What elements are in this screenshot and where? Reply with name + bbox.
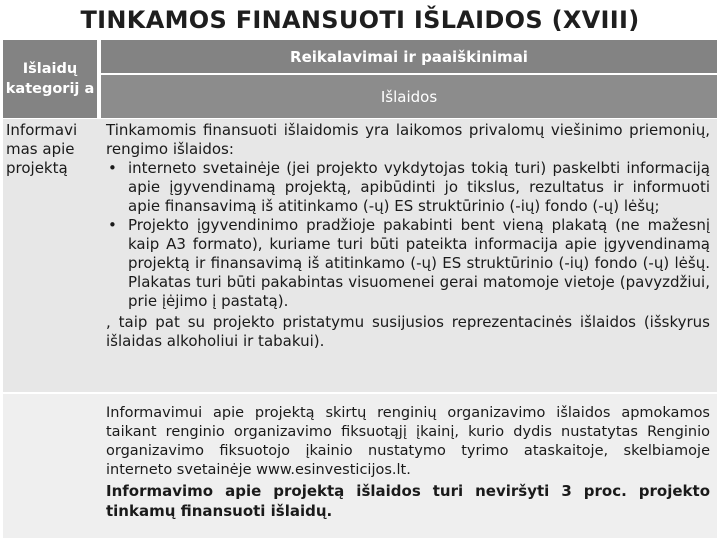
requirements-list [106, 159, 710, 311]
row-category: Informavi mas apie projektą [6, 121, 78, 177]
header-expenses [101, 75, 717, 118]
header-category-label: Išlaidų kategorij a [5, 61, 95, 97]
header-expenses-label: Išlaidos [380, 87, 438, 106]
requirements-intro: Tinkamomis finansuoti išlaidomis yra laikomos privalomų viešinimo priemonių, rengimo išlaidos: [106, 121, 710, 158]
limit-note: Informavimo apie projektą išlaidos turi neviršyti 3 proc. projekto tinkamų finansuoti išlaidų. [106, 482, 710, 520]
row-notes [106, 404, 710, 521]
header-requirements-label: Reikalavimai ir paaiškinimai [290, 47, 528, 66]
header-category [3, 40, 97, 118]
header-requirements [101, 40, 717, 73]
row-requirements [106, 121, 710, 351]
page-title: TINKAMOS FINANSUOTI IŠLAIDOS (XVIII) [80, 6, 640, 34]
list-item: • interneto svetainėje (jei projekto vykdytojas tokią turi) paskelbti informaciją apie įgyvendinamą projektą, apibūdinti jo tikslus, rezultatus ir informuoti apie finansavimą iš atitinkamo (-ų) ES struktūrinio (-ių) fondo (-ų) lėšų; [106, 159, 710, 216]
requirements-tail: , taip pat su projekto pristatymu susijusios reprezentacinės išlaidos (išskyrus išlaidas alkoholiui ir tabakui). [106, 313, 710, 350]
events-note: Informavimui apie projektą skirtų renginių organizavimo išlaidos apmokamos taikant renginio organizavimo fiksuotąjį įkainį, kurio dydis nustatytas Renginio organizavimo fiksuotojo įkainio nustatymo tyrimo ataskaitoje, skelbiamoje interneto svetainėje www.esinvesticijos.lt. [106, 405, 710, 478]
list-item: • Projekto įgyvendinimo pradžioje pakabinti bent vieną plakatą (ne mažesnį kaip A3 formato), kuriame turi būti pateikta informacija apie įgyvendinamą projektą ir finansavimą iš atitinkamo (-ų) ES struktūrinio (-ių) fondo (-ų) lėšų. Plakatas turi būti pakabintas visuomenei gerai matomoje vietoje (pavyzdžiui, prie įėjimo į pastatą). [106, 216, 710, 311]
